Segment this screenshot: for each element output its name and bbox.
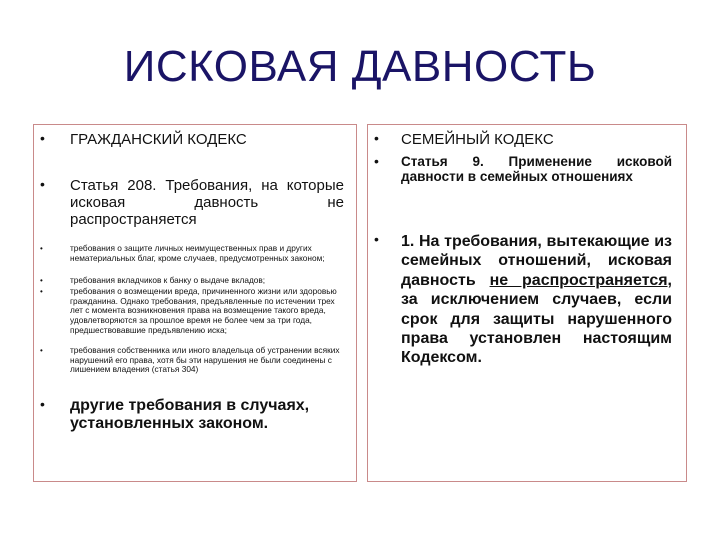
small-list-item bbox=[40, 276, 346, 286]
small-item-text: требования о возмещении вреда, причиненного жизни или здоровью гражданина. Однако требования, предъявленные по истечении трех лет с момента возникновения права на возмещение такого вреда, удовлетворяются за прошлое время не более чем за три года, предшествовавшие предъявлению иска; bbox=[70, 286, 337, 335]
left-heading: ГРАЖДАНСКИЙ КОДЕКС bbox=[70, 131, 247, 148]
bullet-icon: • bbox=[374, 153, 379, 169]
right-point bbox=[401, 232, 672, 368]
bullet-icon: • bbox=[40, 244, 43, 253]
bullet-icon: • bbox=[374, 130, 379, 146]
bullet-icon: • bbox=[374, 231, 379, 247]
right-point-text-b: за исключением случаев, если срок для защиты нарушенного права установлен настоящим Кодексом. bbox=[401, 291, 672, 367]
left-last-item bbox=[40, 397, 330, 433]
bullet-icon: • bbox=[40, 396, 45, 412]
right-heading-item bbox=[374, 131, 680, 148]
small-item-text: требования собственника или иного владельца об устранении всяких нарушений его права, хотя бы эти нарушения не были соединены с лишением владения (статья 304) bbox=[70, 345, 340, 375]
left-last-text: другие требования в случаях, установленных законом. bbox=[70, 397, 310, 432]
small-list-item bbox=[40, 244, 346, 263]
bullet-icon: • bbox=[40, 346, 43, 355]
right-point-text-a: 1. На требования, вытекающие из семейных отношений, исковая давность bbox=[401, 233, 672, 289]
page-title: ИСКОВАЯ ДАВНОСТЬ bbox=[123, 42, 597, 91]
right-article-item bbox=[374, 154, 672, 184]
bullet-icon: • bbox=[40, 130, 45, 146]
bullet-icon: • bbox=[40, 276, 43, 285]
left-article: Статья 208. Требования, на которые исковая давность не распространяется bbox=[70, 177, 344, 228]
bullet-icon: • bbox=[40, 287, 43, 296]
right-heading: СЕМЕЙНЫЙ КОДЕКС bbox=[401, 131, 554, 148]
small-list-item bbox=[40, 346, 346, 375]
right-article: Статья 9. Применение исковой давности в семейных отношениях bbox=[401, 154, 672, 184]
right-point-underlined: не распространяется, bbox=[489, 271, 672, 289]
small-item-text: требования о защите личных неимущественных прав и других нематериальных благ, кроме случаев, предусмотренных законом; bbox=[70, 243, 325, 263]
small-list-item bbox=[40, 287, 346, 336]
left-heading-item bbox=[40, 131, 350, 148]
small-item-text: требования вкладчиков к банку о выдаче вкладов; bbox=[70, 275, 266, 285]
bullet-icon: • bbox=[40, 176, 45, 192]
left-article-item bbox=[40, 177, 344, 228]
right-point-item bbox=[374, 232, 672, 368]
